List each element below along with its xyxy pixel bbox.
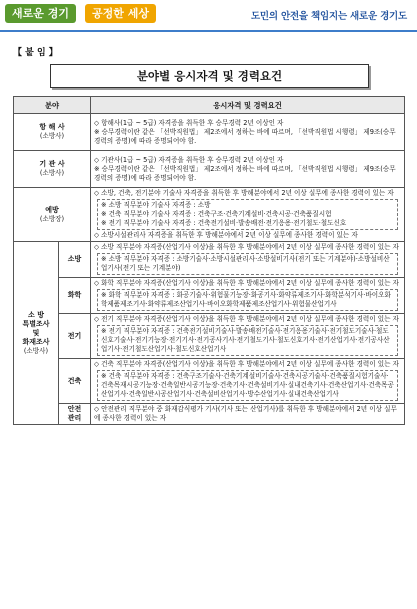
field-cell xyxy=(14,188,91,242)
requirement-note: ※ 소방 직무분야 자격증 : 소방기술사·소방시설관리사·소방설비기사(전기 또는 기계분야)·소방설비산업기사(전기 또는 기계분야) xyxy=(101,255,390,272)
table-header-row xyxy=(14,97,405,114)
requirement-line: ◇ 기관사(1급 ~ 5급) 자격증을 취득한 후 승무경력 2년 이상인 자 xyxy=(94,155,284,164)
requirement-note: ※ 건축 직무분야 자격증 : 건축구조기술사·건축기계설비기술사·건축시공기술사·건축품질시험기술사·건축목재시공기능장·건축일반시공기능장·건축기사·건축설비기사·실내건축기사·건축산업기사·건축목공산업기사·건축일반시공산업기사·건축설비산업기사·방수산업기사·실내건축산업기사 xyxy=(101,372,394,398)
requirement-cell xyxy=(91,151,405,188)
requirement-note-box xyxy=(97,289,398,311)
field-cell xyxy=(14,114,91,151)
field-cell xyxy=(14,242,59,425)
field-rank: (소방사) xyxy=(39,169,65,177)
field-rank: (소방사) xyxy=(23,346,49,355)
requirement-cell xyxy=(91,404,405,425)
requirement-note: ※ 건축 직무분야 기술사 자격증 : 건축구조·건축기계설비·건축시공·건축품질시험 xyxy=(101,210,332,218)
slogan-pill-new: 새로운 경기 xyxy=(5,4,76,23)
requirement-note: ※ 소방 직무분야 기술사 자격증 : 소방 xyxy=(101,201,211,209)
requirement-note-box xyxy=(97,199,398,230)
requirement-cell xyxy=(91,242,405,278)
subfield-label-line: 안전 xyxy=(67,405,82,413)
field-name: 화재조사 xyxy=(22,337,50,346)
requirement-line: ◇ 전기 직무분야 자격증(산업기사 이상)을 취득한 후 방해분야에서 2년 이상 실무에 종사한 경력이 있는 자 xyxy=(94,315,399,323)
col-header-requirements: 응시자격 및 경력요건 xyxy=(91,97,405,114)
requirement-line: ◇ 건축 직무분야 자격증(산업기사 이상)을 취득한 후 방해분야에서 2년 이상 실무에 종사한 경력이 있는 자 xyxy=(94,360,399,368)
field-cell xyxy=(14,151,91,188)
requirement-cell xyxy=(91,314,405,359)
requirement-cell xyxy=(91,114,405,151)
requirement-note-box xyxy=(97,325,398,356)
subfield-label: 전기 xyxy=(59,314,91,359)
requirement-cell xyxy=(91,359,405,404)
table-row xyxy=(14,404,405,425)
slogan-pill-fair: 공정한 세상 xyxy=(85,4,156,23)
requirement-line: ◇ 항해사(1급 ~ 5급) 자격증을 취득한 후 승무경력 2년 이상인 자 xyxy=(94,118,284,127)
requirement-line: ◇ 소방시설관리사 자격증을 취득한 후 방해분야에서 2년 이상 실무에 종사한 경력이 있는 자 xyxy=(94,231,358,239)
field-name: 및 xyxy=(32,328,40,337)
requirement-note: ※ 화학 직무분야 자격증 : 화공기술사·위험물기능장·화공기사·화약류제조기사·화학분석기사·바이오화학제품제조기사·화약류제조산업기사·바이오화학제품제조산업기사·위험물산업기사 xyxy=(101,291,391,308)
table-row xyxy=(14,359,405,404)
requirement-note: ※ 전기 직무분야 기술사 자격증 : 건축전기설비·발송배전·전기응용·전기철도·철도신호 xyxy=(101,219,347,227)
requirement-cell xyxy=(91,188,405,242)
header-divider xyxy=(0,30,417,32)
field-name: 항 해 사 xyxy=(39,123,65,131)
requirement-line: ◇ 화학 직무분야 자격증(산업기사 이상)을 취득한 후 방해분야에서 2년 이상 실무에 종사한 경력이 있는 자 xyxy=(94,279,399,287)
field-rank: (소방사) xyxy=(39,132,65,140)
requirement-cell xyxy=(91,278,405,314)
subfield-label: 건축 xyxy=(59,359,91,404)
requirement-note: ※ 전기 직무분야 자격증 : 건축전기설비기술사·발송배전기술사·전기응용기술사·전기철도기술사·철도신호기술사·전기기능장·전기기사·전기공사기사·전기철도기사·철도신호기사·전기산업기사·전기공사산업기사·전기철도산업기사·철도신호산업기사 xyxy=(101,327,390,353)
field-rank: (소방장) xyxy=(39,214,65,223)
subfield-label-line: 관리 xyxy=(67,414,82,422)
table-row xyxy=(14,242,405,278)
field-name: 소 방 xyxy=(28,310,44,319)
requirement-note: ※ 승무경력이란 같은 「선박직원법」 제2조에서 정하는 바에 따르며, 「선박직원법 시행령」 제9조(승무경력의 증명)에 따라 증명되어야 함. xyxy=(94,127,396,145)
subfield-label: 화학 xyxy=(59,278,91,314)
field-name: 예방 xyxy=(45,205,59,214)
table-row xyxy=(14,314,405,359)
table-row xyxy=(14,151,405,188)
header-banner xyxy=(0,0,417,30)
field-name: 특별조사 xyxy=(22,319,50,328)
requirement-line: ◇ 소방 직무분야 자격증(산업기사 이상)을 취득한 후 방해분야에서 2년 이상 실무에 종사한 경력이 있는 자 xyxy=(94,243,399,251)
field-name: 기 관 사 xyxy=(39,160,65,168)
requirement-note: ※ 승무경력이란 같은 「선박직원법」 제2조에서 정하는 바에 따르며, 「선박직원법 시행령」 제9조(승무경력의 증명)에 따라 증명되어야 함. xyxy=(94,164,396,182)
attachment-tag: 【 붙 임 】 xyxy=(13,48,58,58)
subfield-label: 소방 xyxy=(59,242,91,278)
requirement-note-box xyxy=(97,253,398,275)
subfield-label xyxy=(59,404,91,425)
header-slogan: 도민의 안전을 책임지는 새로운 경기도 xyxy=(250,11,407,22)
page-title: 분야별 응시자격 및 경력요건 xyxy=(50,64,369,88)
qualification-table xyxy=(13,96,405,425)
requirement-line: ◇ 안전관리 직무분야 중 화재감식평가 기사(기사 또는 산업기사)를 취득한 후 방해분야에서 2년 이상 실무에 종사한 경력이 있는 자 xyxy=(94,405,397,422)
requirement-note-box xyxy=(97,370,398,401)
col-header-field: 분야 xyxy=(14,97,91,114)
table-row xyxy=(14,278,405,314)
table-row xyxy=(14,188,405,242)
table-row xyxy=(14,114,405,151)
requirement-line: ◇ 소방, 건축, 전기분야 기술사 자격증을 취득한 후 방해분야에서 2년 이상 실무에 종사한 경력이 있는 자 xyxy=(94,189,394,197)
